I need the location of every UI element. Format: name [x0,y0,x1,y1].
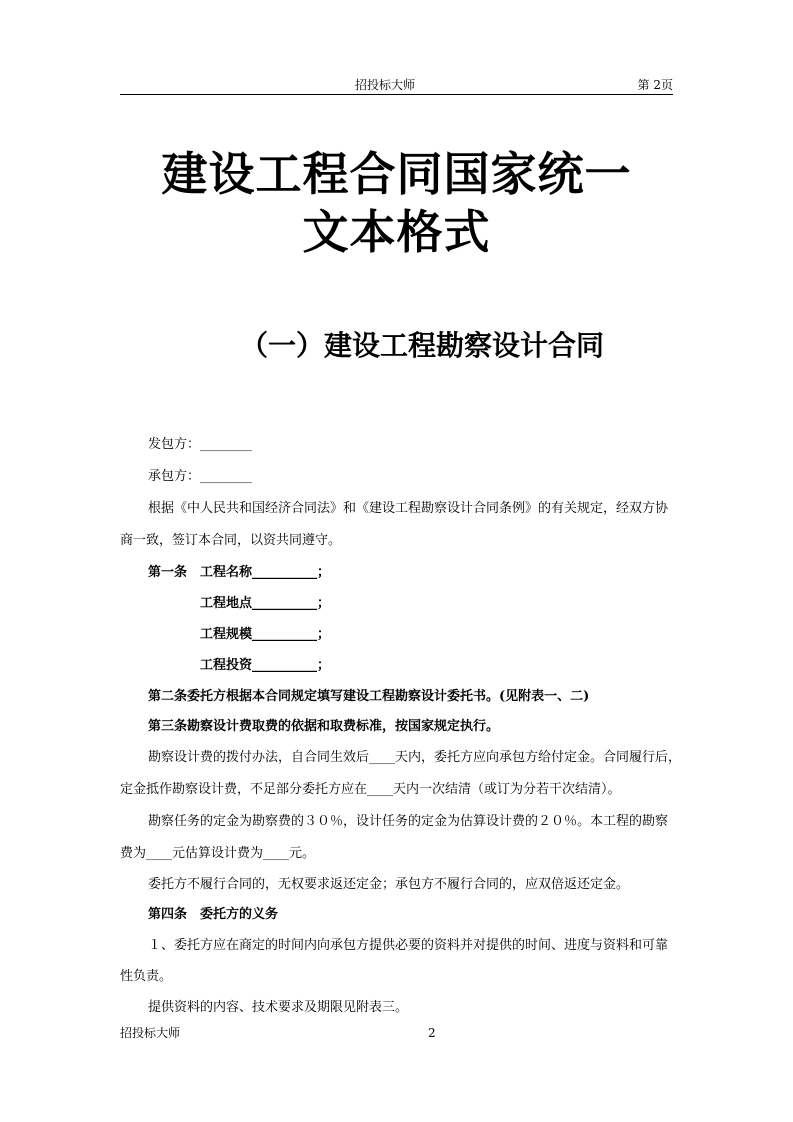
breach-line: 委托方不履行合同的，无权要求返还定金；承包方不履行合同的，应双倍返还定金。 [148,877,630,892]
preamble-line-2: 商一致，签订本合同，以资共同遵守。 [120,533,342,548]
preamble-line-1: 根据《中人民共和国经济合同法》和《建设工程勘察设计合同条例》的有关规定，经双方协 [148,501,669,516]
page-header-title: 招投标大师 [354,78,415,92]
article-1-heading: 第一条 工程名称__________； [148,565,331,580]
payment-line-2: 定金抵作勘察设计费，不足部分委托方应在____天内一次结清（或订为分若干次结清）。 [120,782,621,797]
article-4-item-1-line-3: 提供资料的内容、技术要求及期限见附表三。 [148,1000,409,1015]
article-3: 第三条勘察设计费取费的依据和取费标准，按国家规定执行。 [148,719,500,734]
article-1-scale: 工程规模__________； [200,627,331,642]
footer-page-number: 2 [428,1026,436,1040]
article-4-item-1-line-2: 性负责。 [120,969,173,984]
page-header-page-label: 第 2页 [637,78,673,92]
document-title-line-1: 建设工程合同国家统一 [161,147,632,201]
deposit-line-2: 费为____元估算设计费为____元。 [120,846,316,861]
article-1-investment: 工程投资__________； [200,658,331,673]
article-4-heading: 第四条 委托方的义务 [148,907,279,922]
contractor-line: 承包方：________ [148,469,253,484]
employer-line: 发包方：________ [148,437,253,452]
article-1-location: 工程地点__________； [200,596,331,611]
document-subtitle: （一）建设工程勘察设计合同 [240,329,605,362]
footer-left-text: 招投标大师 [120,1026,181,1040]
document-title-line-2: 文本格式 [302,205,491,259]
article-2: 第二条委托方根据本合同规定填写建设工程勘察设计委托书。(见附表一、二) [148,689,590,704]
deposit-line-1: 勘察任务的定金为勘察费的３０％，设计任务的定金为估算设计费的２０％。本工程的勘察 [148,814,669,829]
header-rule [120,94,673,95]
payment-line-1: 勘察设计费的拨付办法，自合同生效后____天内，委托方应向承包方给付定金。合同履行后， [148,750,682,765]
article-4-item-1-line-1: １、委托方应在商定的时间内向承包方提供必要的资料并对提供的时间、进度与资料和可靠 [148,938,669,953]
